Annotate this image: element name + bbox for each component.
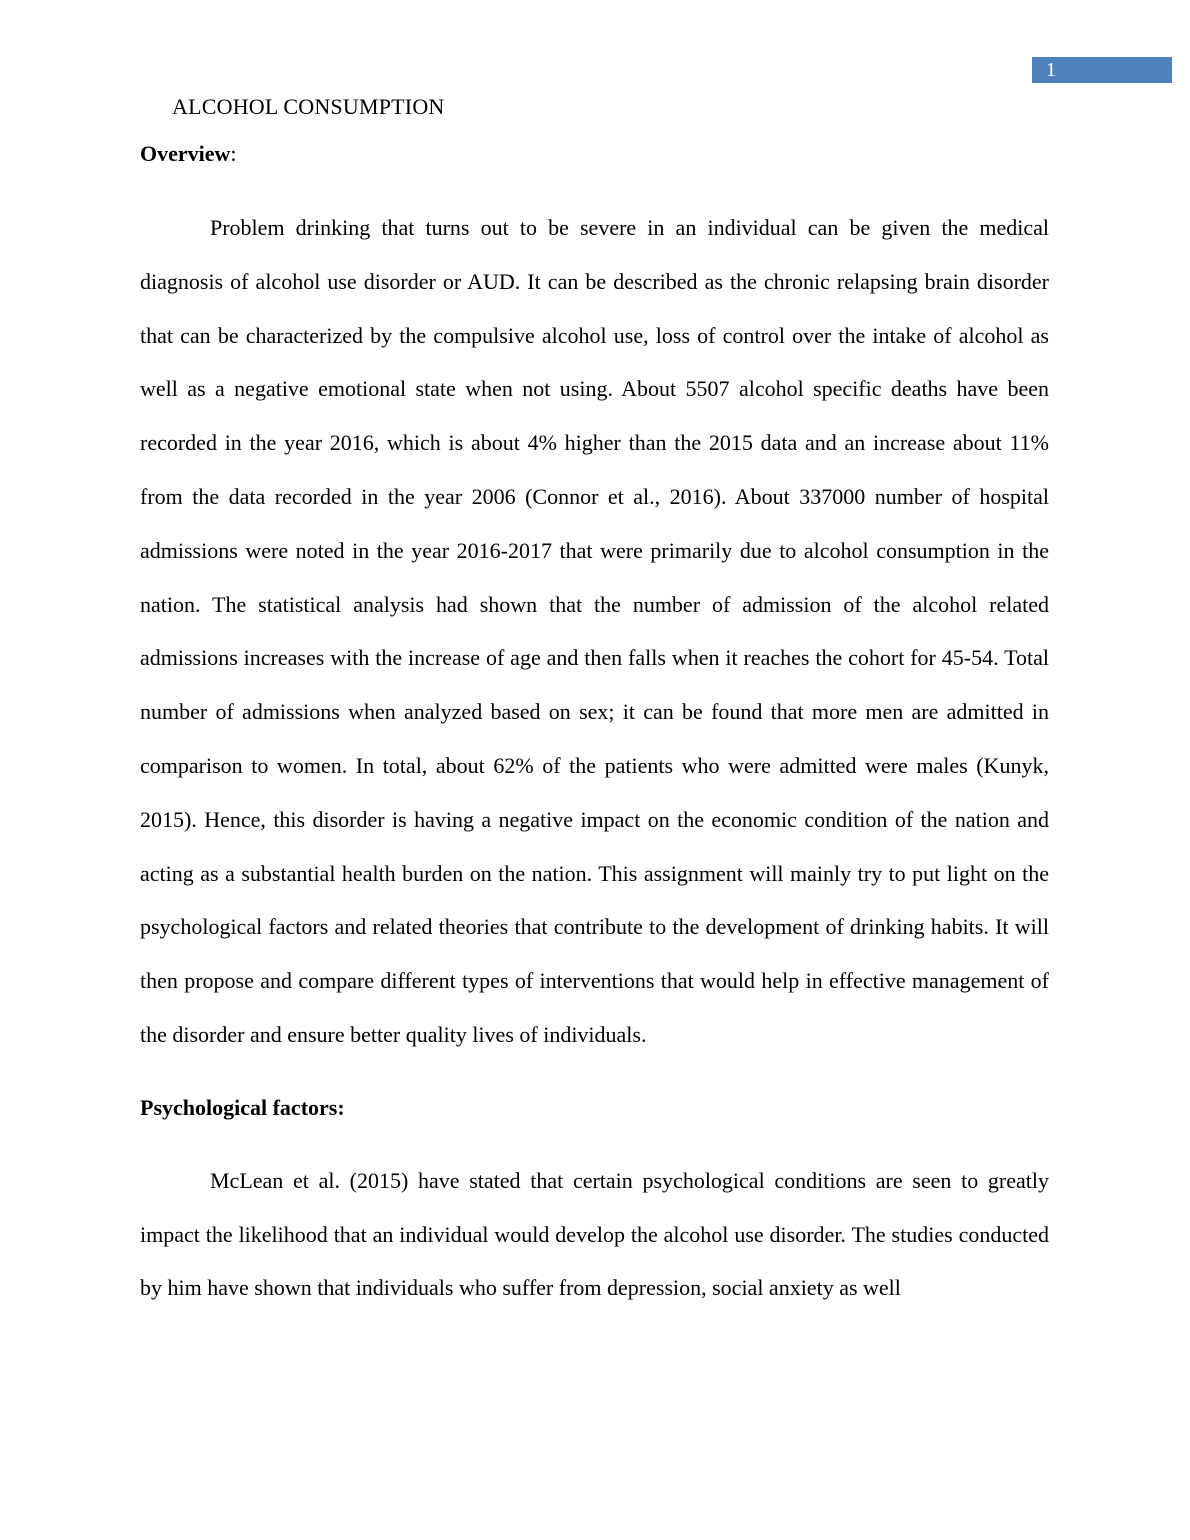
overview-heading-colon: : — [230, 141, 237, 166]
document-body — [140, 140, 1049, 1315]
psychological-factors-heading-text: Psychological factors: — [140, 1094, 345, 1120]
psychological-factors-paragraph: McLean et al. (2015) have stated that certain psychological conditions are seen to greatly impact the likelihood that an individual would develop the alcohol use disorder. The studies conducted by him have shown that individuals who suffer from depression, social anxiety as well — [140, 1167, 1049, 1301]
running-head: ALCOHOL CONSUMPTION — [172, 94, 445, 119]
overview-heading-text: Overview — [140, 141, 231, 166]
section-heading-overview — [140, 140, 1049, 168]
section-heading-psychological-factors — [140, 1094, 1049, 1122]
page-number: 1 — [1032, 57, 1172, 83]
overview-paragraph: Problem drinking that turns out to be severe in an individual can be given the medical diagnosis of alcohol use disorder or AUD. It can be described as the chronic relapsing brain disorder that can be characterized by the compulsive alcohol use, loss of control over the intake of alcohol as well as a negative emotional state when not using. About 5507 alcohol specific deaths have been recorded in the year 2016, which is about 4% higher than the 2015 data and an increase about 11% from the data recorded in the year 2006 (Connor et al., 2016). About 337000 number of hospital admissions were noted in the year 2016-2017 that were primarily due to alcohol consumption in the nation. The statistical analysis had shown that the number of admission of the alcohol related admissions increases with the increase of age and then falls when it reaches the cohort for 45-54. Total number of admissions when analyzed based on sex; it can be found that more men are admitted in comparison to women. In total, about 62% of the patients who were admitted were males (Kunyk, 2015). Hence, this disorder is having a negative impact on the economic condition of the nation and acting as a substantial health burden on the nation. This assignment will mainly try to put light on the psychological factors and related theories that contribute to the development of drinking habits. It will then propose and compare different types of interventions that would help in effective management of the disorder and ensure better quality lives of individuals. — [140, 215, 1049, 1047]
